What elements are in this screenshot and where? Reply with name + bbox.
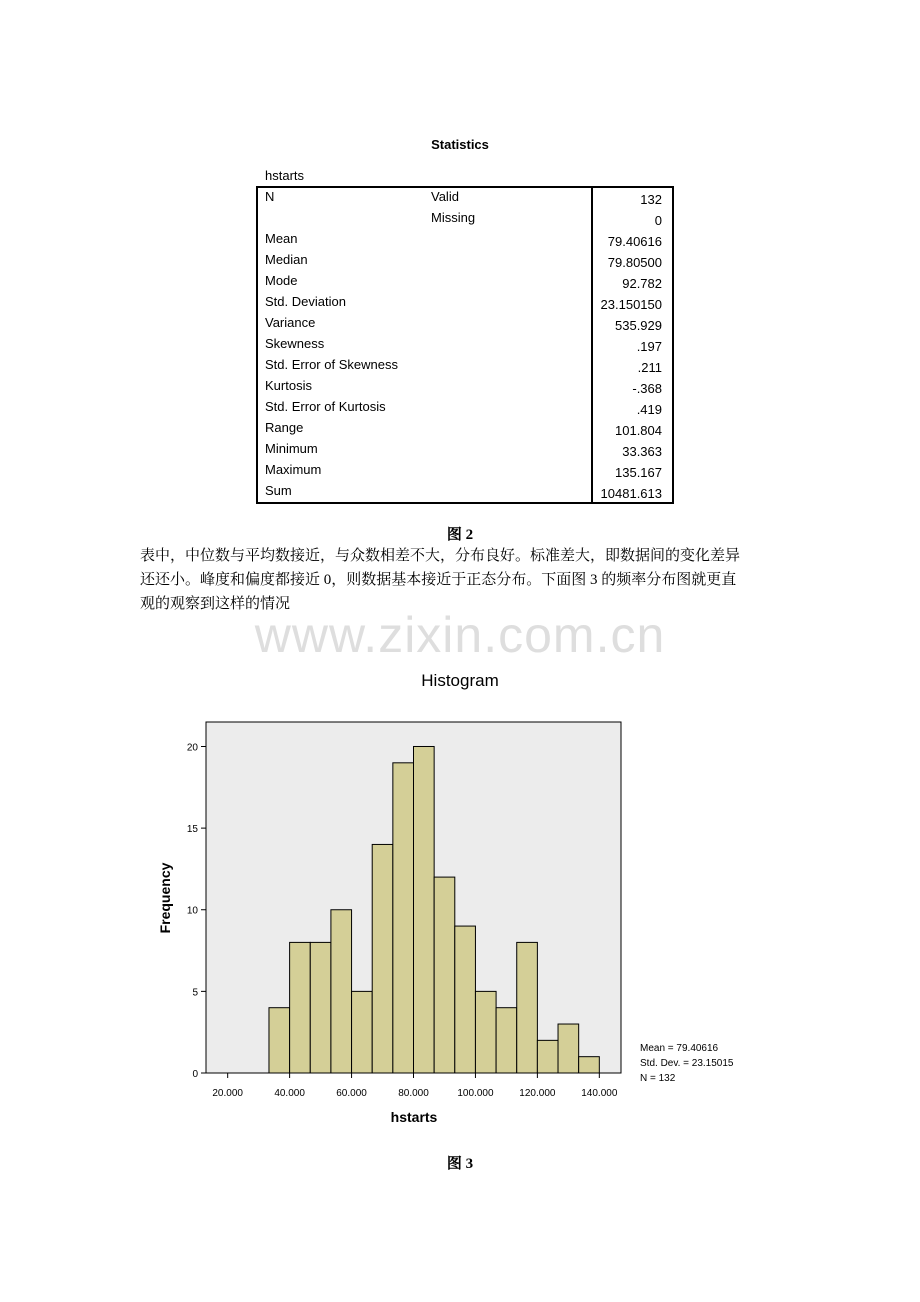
- figure-3-caption: 图 3: [446, 1156, 474, 1172]
- y-tick-label: 20: [186, 742, 198, 754]
- histogram-bar: [496, 1008, 517, 1073]
- histogram-bar: [352, 991, 373, 1073]
- table-row: Sum 10481.613: [265, 483, 662, 501]
- watermark: www.zixin.com.cn: [254, 607, 666, 663]
- x-tick-label: 60.000: [336, 1088, 367, 1099]
- histogram-bar: [310, 942, 331, 1073]
- table-row: Std. Error of Kurtosis .419: [265, 399, 662, 417]
- table-row: Std. Deviation 23.150150: [265, 294, 662, 312]
- figure-2-caption: 图 2: [446, 527, 474, 543]
- y-axis-label: Frequency: [157, 862, 173, 934]
- statistics-title: Statistics: [431, 137, 489, 152]
- y-tick-label: 15: [186, 824, 198, 836]
- histogram-std-dev: Std. Dev. = 23.15015: [640, 1058, 734, 1069]
- table-row: Maximum 135.167: [265, 462, 662, 480]
- histogram-bar: [537, 1040, 558, 1073]
- histogram-bar: [579, 1057, 600, 1073]
- table-row: Range 101.804: [265, 420, 662, 438]
- table-row: Kurtosis -.368: [265, 378, 662, 396]
- histogram-bar: [475, 991, 496, 1073]
- y-tick-label: 0: [192, 1069, 198, 1080]
- table-row: Skewness .197: [265, 336, 662, 354]
- x-tick-label: 80.000: [398, 1088, 429, 1099]
- histogram-bar: [269, 1008, 290, 1073]
- x-tick-label: 40.000: [274, 1088, 305, 1099]
- table-row: Minimum 33.363: [265, 441, 662, 459]
- histogram-bar: [558, 1024, 579, 1073]
- paragraph-line: 观的观察到这样的情况: [140, 596, 291, 612]
- table-row: N Valid 132: [265, 189, 662, 207]
- paragraph-line: 表中，中位数与平均数接近，与众数相差不大，分布良好。标准差大，即数据间的变化差异: [140, 548, 741, 564]
- table-row: Median 79.80500: [265, 252, 662, 270]
- histogram-bar: [517, 942, 538, 1073]
- table-row: Mode 92.782: [265, 273, 662, 291]
- table-row: Std. Error of Skewness .211: [265, 357, 662, 375]
- y-tick-label: 10: [186, 905, 198, 917]
- histogram-bar: [290, 942, 311, 1073]
- histogram-bar: [393, 763, 414, 1073]
- histogram-bar: [434, 877, 455, 1073]
- histogram-n: N = 132: [640, 1073, 676, 1084]
- paragraph-line: 还还小。峰度和偏度都接近 0，则数据基本接近于正态分布。下面图 3 的频率分布图就更直: [140, 572, 737, 588]
- x-tick-label: 120.000: [519, 1088, 556, 1099]
- histogram-bar: [372, 844, 393, 1073]
- x-axis-label: hstarts: [390, 1109, 438, 1125]
- table-row: Variance 535.929: [265, 315, 662, 333]
- histogram-mean: Mean = 79.40616: [640, 1043, 719, 1054]
- histogram-title: Histogram: [421, 671, 499, 690]
- statistics-variable-name: hstarts: [265, 168, 305, 183]
- x-tick-label: 20.000: [212, 1088, 243, 1099]
- y-tick-label: 5: [192, 987, 198, 999]
- table-row: Mean 79.40616: [265, 231, 662, 249]
- histogram-bar: [455, 926, 476, 1073]
- x-tick-label: 100.000: [457, 1088, 494, 1099]
- histogram-bar: [414, 746, 435, 1073]
- histogram-bar: [331, 910, 352, 1073]
- x-tick-label: 140.000: [581, 1088, 618, 1099]
- table-row: Missing 0: [431, 210, 662, 228]
